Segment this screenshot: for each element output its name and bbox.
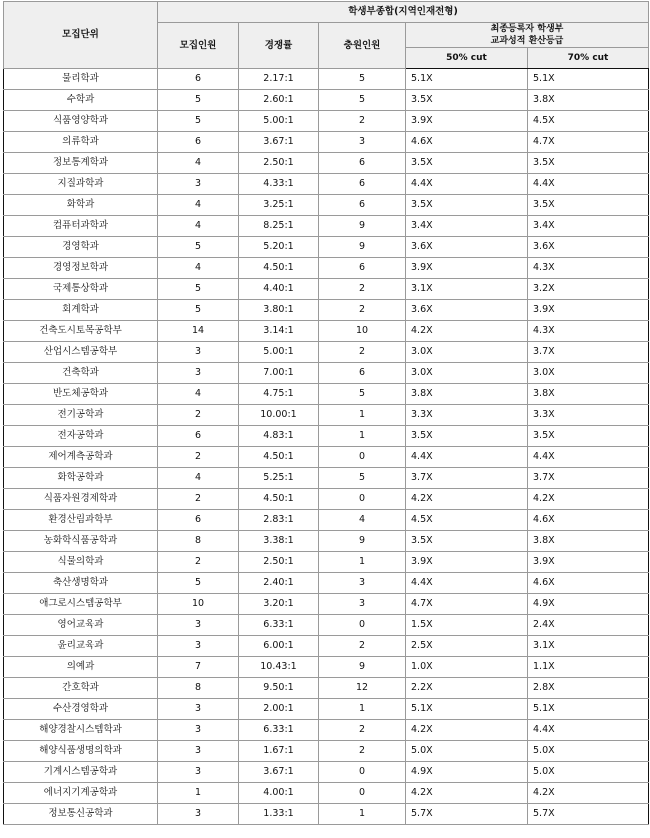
extra-cell: 2 — [319, 111, 406, 132]
cut70-cell: 3.9X — [528, 300, 649, 321]
extra-cell: 5 — [319, 468, 406, 489]
competition-cell: 2.00:1 — [239, 699, 319, 720]
department-cell: 물리학과 — [4, 69, 158, 90]
competition-cell: 10.43:1 — [239, 657, 319, 678]
extra-cell: 6 — [319, 153, 406, 174]
table-row — [4, 657, 649, 678]
extra-cell: 3 — [319, 132, 406, 153]
cut50-cell: 3.5X — [406, 195, 528, 216]
cut70-cell: 3.8X — [528, 90, 649, 111]
competition-cell: 10.00:1 — [239, 405, 319, 426]
competition-cell: 1.67:1 — [239, 741, 319, 762]
competition-cell: 2.17:1 — [239, 69, 319, 90]
quota-cell: 8 — [158, 531, 239, 552]
department-cell: 식품자원경제학과 — [4, 489, 158, 510]
header-final-grade — [406, 23, 649, 48]
cut70-cell: 4.9X — [528, 594, 649, 615]
extra-cell: 2 — [319, 741, 406, 762]
quota-cell: 4 — [158, 153, 239, 174]
cut70-cell: 3.5X — [528, 426, 649, 447]
cut50-cell: 3.9X — [406, 111, 528, 132]
cut70-cell: 3.8X — [528, 384, 649, 405]
department-cell: 기계시스템공학과 — [4, 762, 158, 783]
cut70-cell: 5.1X — [528, 69, 649, 90]
table-row — [4, 468, 649, 489]
cut70-cell: 3.7X — [528, 468, 649, 489]
quota-cell: 8 — [158, 678, 239, 699]
department-cell: 건축학과 — [4, 363, 158, 384]
quota-cell: 4 — [158, 468, 239, 489]
department-cell: 경영학과 — [4, 237, 158, 258]
quota-cell: 10 — [158, 594, 239, 615]
department-cell: 경영정보학과 — [4, 258, 158, 279]
quota-cell: 14 — [158, 321, 239, 342]
cut70-cell: 4.3X — [528, 321, 649, 342]
extra-cell: 5 — [319, 90, 406, 111]
quota-cell: 5 — [158, 573, 239, 594]
extra-cell: 6 — [319, 363, 406, 384]
table-row — [4, 132, 649, 153]
header-cut70: 70% cut — [528, 48, 649, 69]
table-row — [4, 762, 649, 783]
extra-cell: 9 — [319, 216, 406, 237]
cut50-cell: 3.5X — [406, 426, 528, 447]
extra-cell: 2 — [319, 300, 406, 321]
department-cell: 영어교육과 — [4, 615, 158, 636]
cut70-cell: 1.1X — [528, 657, 649, 678]
department-cell: 의예과 — [4, 657, 158, 678]
table-row — [4, 594, 649, 615]
cut50-cell: 4.2X — [406, 783, 528, 804]
quota-cell: 2 — [158, 447, 239, 468]
department-cell: 화학과 — [4, 195, 158, 216]
admission-results-table — [3, 1, 649, 825]
extra-cell: 4 — [319, 510, 406, 531]
table-row — [4, 804, 649, 825]
extra-cell: 2 — [319, 342, 406, 363]
department-cell: 식품영양학과 — [4, 111, 158, 132]
quota-cell: 4 — [158, 384, 239, 405]
extra-cell: 9 — [319, 657, 406, 678]
header-unit: 모집단위 — [4, 2, 158, 69]
cut70-cell: 3.5X — [528, 195, 649, 216]
competition-cell: 3.25:1 — [239, 195, 319, 216]
table-row — [4, 258, 649, 279]
cut50-cell: 3.7X — [406, 468, 528, 489]
table-header — [4, 2, 649, 69]
quota-cell: 5 — [158, 111, 239, 132]
table-row — [4, 384, 649, 405]
cut50-cell: 5.7X — [406, 804, 528, 825]
cut50-cell: 5.1X — [406, 699, 528, 720]
cut50-cell: 3.9X — [406, 258, 528, 279]
header-group-title: 학생부종합(지역인재전형) — [158, 2, 649, 23]
competition-cell: 4.50:1 — [239, 489, 319, 510]
table-row — [4, 510, 649, 531]
cut70-cell: 4.2X — [528, 489, 649, 510]
cut50-cell: 2.2X — [406, 678, 528, 699]
cut50-cell: 3.8X — [406, 384, 528, 405]
extra-cell: 2 — [319, 720, 406, 741]
table-row — [4, 216, 649, 237]
cut70-cell: 4.4X — [528, 720, 649, 741]
table-body — [4, 69, 649, 825]
cut70-cell: 3.9X — [528, 552, 649, 573]
cut70-cell: 2.4X — [528, 615, 649, 636]
quota-cell: 7 — [158, 657, 239, 678]
extra-cell: 2 — [319, 279, 406, 300]
department-cell: 산업시스템공학부 — [4, 342, 158, 363]
table-row — [4, 195, 649, 216]
extra-cell: 1 — [319, 426, 406, 447]
quota-cell: 3 — [158, 762, 239, 783]
department-cell: 축산생명학과 — [4, 573, 158, 594]
table-row — [4, 615, 649, 636]
department-cell: 에너지기계공학과 — [4, 783, 158, 804]
competition-cell: 1.33:1 — [239, 804, 319, 825]
cut70-cell: 3.3X — [528, 405, 649, 426]
header-cut50: 50% cut — [406, 48, 528, 69]
competition-cell: 3.80:1 — [239, 300, 319, 321]
quota-cell: 6 — [158, 510, 239, 531]
cut50-cell: 5.0X — [406, 741, 528, 762]
cut70-cell: 3.4X — [528, 216, 649, 237]
competition-cell: 4.33:1 — [239, 174, 319, 195]
cut70-cell: 3.2X — [528, 279, 649, 300]
competition-cell: 3.67:1 — [239, 762, 319, 783]
extra-cell: 3 — [319, 573, 406, 594]
department-cell: 윤리교육과 — [4, 636, 158, 657]
table-row — [4, 90, 649, 111]
department-cell: 수산경영학과 — [4, 699, 158, 720]
competition-cell: 6.33:1 — [239, 720, 319, 741]
table-row — [4, 531, 649, 552]
competition-cell: 2.50:1 — [239, 153, 319, 174]
quota-cell: 5 — [158, 237, 239, 258]
cut50-cell: 3.0X — [406, 363, 528, 384]
competition-cell: 3.14:1 — [239, 321, 319, 342]
table-row — [4, 720, 649, 741]
competition-cell: 4.75:1 — [239, 384, 319, 405]
quota-cell: 3 — [158, 174, 239, 195]
cut70-cell: 3.6X — [528, 237, 649, 258]
quota-cell: 3 — [158, 615, 239, 636]
department-cell: 제어계측공학과 — [4, 447, 158, 468]
extra-cell: 10 — [319, 321, 406, 342]
cut50-cell: 3.6X — [406, 237, 528, 258]
extra-cell: 5 — [319, 69, 406, 90]
table-row — [4, 300, 649, 321]
extra-cell: 12 — [319, 678, 406, 699]
competition-cell: 4.50:1 — [239, 447, 319, 468]
cut70-cell: 5.0X — [528, 762, 649, 783]
competition-cell: 3.38:1 — [239, 531, 319, 552]
department-cell: 국제통상학과 — [4, 279, 158, 300]
cut50-cell: 1.0X — [406, 657, 528, 678]
department-cell: 전기공학과 — [4, 405, 158, 426]
quota-cell: 5 — [158, 300, 239, 321]
cut50-cell: 3.6X — [406, 300, 528, 321]
competition-cell: 2.50:1 — [239, 552, 319, 573]
quota-cell: 1 — [158, 783, 239, 804]
competition-cell: 8.25:1 — [239, 216, 319, 237]
competition-cell: 2.60:1 — [239, 90, 319, 111]
cut70-cell: 3.8X — [528, 531, 649, 552]
cut50-cell: 4.6X — [406, 132, 528, 153]
quota-cell: 4 — [158, 216, 239, 237]
extra-cell: 0 — [319, 783, 406, 804]
cut50-cell: 4.2X — [406, 321, 528, 342]
cut50-cell: 4.4X — [406, 447, 528, 468]
table-row — [4, 573, 649, 594]
competition-cell: 4.40:1 — [239, 279, 319, 300]
department-cell: 간호학과 — [4, 678, 158, 699]
table-row — [4, 279, 649, 300]
competition-cell: 5.00:1 — [239, 342, 319, 363]
department-cell: 수학과 — [4, 90, 158, 111]
cut50-cell: 3.5X — [406, 90, 528, 111]
department-cell: 컴퓨터과학과 — [4, 216, 158, 237]
table-row — [4, 153, 649, 174]
cut50-cell: 3.0X — [406, 342, 528, 363]
cut50-cell: 3.3X — [406, 405, 528, 426]
cut70-cell: 4.6X — [528, 573, 649, 594]
extra-cell: 1 — [319, 804, 406, 825]
table-row — [4, 699, 649, 720]
table-row — [4, 489, 649, 510]
quota-cell: 6 — [158, 132, 239, 153]
cut50-cell: 4.4X — [406, 174, 528, 195]
table-row — [4, 342, 649, 363]
cut70-cell: 5.1X — [528, 699, 649, 720]
quota-cell: 3 — [158, 720, 239, 741]
cut50-cell: 1.5X — [406, 615, 528, 636]
extra-cell: 0 — [319, 489, 406, 510]
extra-cell: 1 — [319, 699, 406, 720]
department-cell: 해양경찰시스템학과 — [4, 720, 158, 741]
extra-cell: 0 — [319, 447, 406, 468]
table-row — [4, 678, 649, 699]
cut70-cell: 5.0X — [528, 741, 649, 762]
department-cell: 애그로시스템공학부 — [4, 594, 158, 615]
quota-cell: 4 — [158, 258, 239, 279]
table-row — [4, 69, 649, 90]
header-final-line1: 최종등록자 학생부 — [490, 24, 564, 34]
table-row — [4, 363, 649, 384]
department-cell: 의류학과 — [4, 132, 158, 153]
cut50-cell: 3.5X — [406, 153, 528, 174]
competition-cell: 5.20:1 — [239, 237, 319, 258]
competition-cell: 6.00:1 — [239, 636, 319, 657]
quota-cell: 2 — [158, 489, 239, 510]
table-row — [4, 552, 649, 573]
extra-cell: 9 — [319, 531, 406, 552]
table-row — [4, 111, 649, 132]
competition-cell: 5.00:1 — [239, 111, 319, 132]
department-cell: 전자공학과 — [4, 426, 158, 447]
extra-cell: 6 — [319, 174, 406, 195]
cut70-cell: 3.5X — [528, 153, 649, 174]
cut50-cell: 4.7X — [406, 594, 528, 615]
cut70-cell: 4.4X — [528, 447, 649, 468]
extra-cell: 1 — [319, 405, 406, 426]
quota-cell: 5 — [158, 279, 239, 300]
extra-cell: 0 — [319, 615, 406, 636]
department-cell: 정보통계학과 — [4, 153, 158, 174]
cut50-cell: 5.1X — [406, 69, 528, 90]
cut70-cell: 5.7X — [528, 804, 649, 825]
competition-cell: 4.50:1 — [239, 258, 319, 279]
cut50-cell: 4.9X — [406, 762, 528, 783]
cut70-cell: 4.4X — [528, 174, 649, 195]
cut50-cell: 2.5X — [406, 636, 528, 657]
competition-cell: 7.00:1 — [239, 363, 319, 384]
cut50-cell: 4.4X — [406, 573, 528, 594]
competition-cell: 3.20:1 — [239, 594, 319, 615]
table-row — [4, 447, 649, 468]
quota-cell: 3 — [158, 342, 239, 363]
department-cell: 회계학과 — [4, 300, 158, 321]
cut50-cell: 3.1X — [406, 279, 528, 300]
extra-cell: 0 — [319, 762, 406, 783]
competition-cell: 2.83:1 — [239, 510, 319, 531]
quota-cell: 3 — [158, 363, 239, 384]
extra-cell: 6 — [319, 258, 406, 279]
extra-cell: 3 — [319, 594, 406, 615]
table-row — [4, 741, 649, 762]
quota-cell: 3 — [158, 636, 239, 657]
header-quota: 모집인원 — [158, 23, 239, 69]
competition-cell: 9.50:1 — [239, 678, 319, 699]
extra-cell: 6 — [319, 195, 406, 216]
cut70-cell: 4.5X — [528, 111, 649, 132]
department-cell: 식물의학과 — [4, 552, 158, 573]
extra-cell: 1 — [319, 552, 406, 573]
header-final-line2: 교과성적 환산등급 — [490, 36, 564, 46]
department-cell: 정보통신공학과 — [4, 804, 158, 825]
extra-cell: 2 — [319, 636, 406, 657]
quota-cell: 6 — [158, 426, 239, 447]
competition-cell: 6.33:1 — [239, 615, 319, 636]
department-cell: 환경산림과학부 — [4, 510, 158, 531]
quota-cell: 5 — [158, 90, 239, 111]
department-cell: 농화학식품공학과 — [4, 531, 158, 552]
cut70-cell: 4.6X — [528, 510, 649, 531]
table-row — [4, 405, 649, 426]
department-cell: 지질과학과 — [4, 174, 158, 195]
header-extra: 충원인원 — [319, 23, 406, 69]
quota-cell: 3 — [158, 804, 239, 825]
competition-cell: 5.25:1 — [239, 468, 319, 489]
department-cell: 해양식품생명의학과 — [4, 741, 158, 762]
cut70-cell: 3.1X — [528, 636, 649, 657]
table-row — [4, 426, 649, 447]
table-row — [4, 783, 649, 804]
competition-cell: 2.40:1 — [239, 573, 319, 594]
table-row — [4, 174, 649, 195]
header-competition: 경쟁률 — [239, 23, 319, 69]
cut50-cell: 3.5X — [406, 531, 528, 552]
extra-cell: 5 — [319, 384, 406, 405]
competition-cell: 4.83:1 — [239, 426, 319, 447]
quota-cell: 2 — [158, 405, 239, 426]
department-cell: 건축도시토목공학부 — [4, 321, 158, 342]
cut50-cell: 3.4X — [406, 216, 528, 237]
cut70-cell: 2.8X — [528, 678, 649, 699]
quota-cell: 3 — [158, 699, 239, 720]
cut70-cell: 4.7X — [528, 132, 649, 153]
competition-cell: 3.67:1 — [239, 132, 319, 153]
cut50-cell: 4.2X — [406, 489, 528, 510]
cut70-cell: 4.2X — [528, 783, 649, 804]
quota-cell: 3 — [158, 741, 239, 762]
cut70-cell: 3.0X — [528, 363, 649, 384]
cut50-cell: 4.5X — [406, 510, 528, 531]
table-row — [4, 321, 649, 342]
extra-cell: 9 — [319, 237, 406, 258]
competition-cell: 4.00:1 — [239, 783, 319, 804]
cut70-cell: 4.3X — [528, 258, 649, 279]
cut70-cell: 3.7X — [528, 342, 649, 363]
table-row — [4, 636, 649, 657]
cut50-cell: 4.2X — [406, 720, 528, 741]
department-cell: 화학공학과 — [4, 468, 158, 489]
table-row — [4, 237, 649, 258]
quota-cell: 6 — [158, 69, 239, 90]
department-cell: 반도체공학과 — [4, 384, 158, 405]
quota-cell: 2 — [158, 552, 239, 573]
cut50-cell: 3.9X — [406, 552, 528, 573]
quota-cell: 4 — [158, 195, 239, 216]
